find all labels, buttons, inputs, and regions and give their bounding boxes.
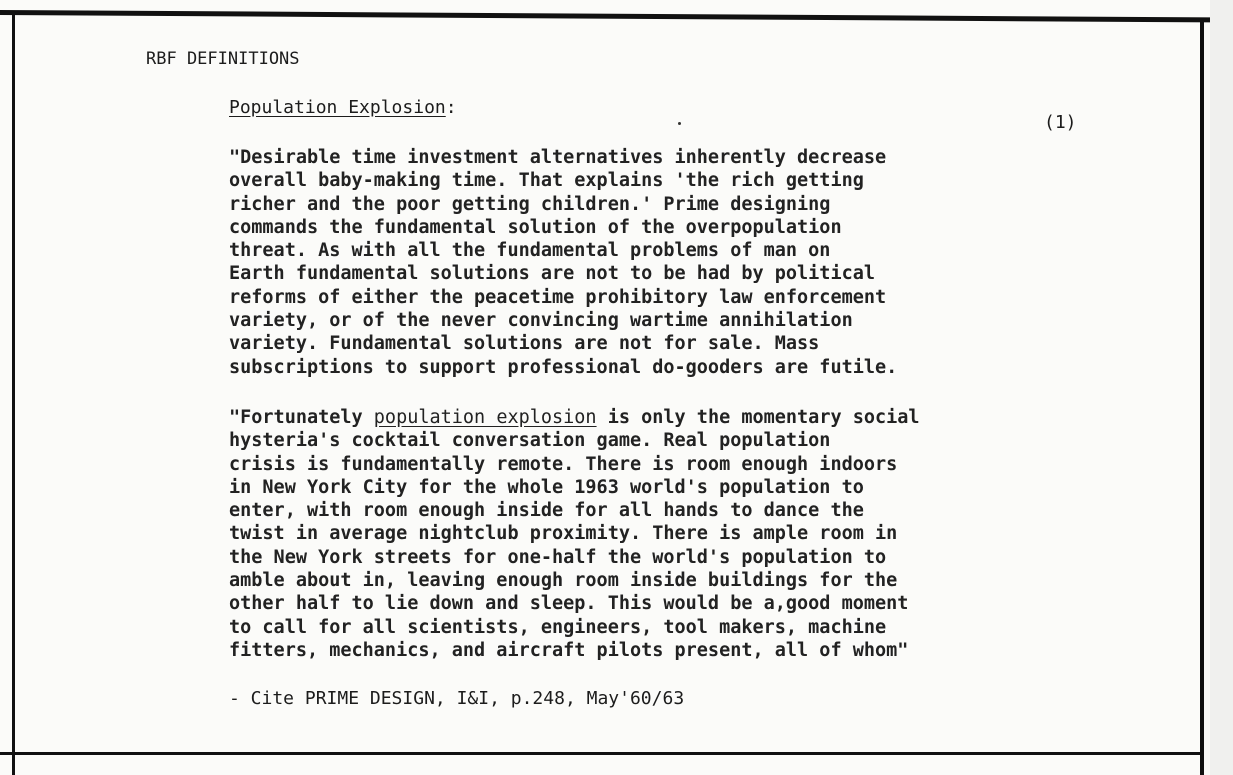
reference-number: (1)	[1044, 112, 1077, 133]
paragraph-line: twist in average nightclub proximity. There is ample room in	[229, 523, 898, 545]
paragraph-line: to call for all scientists, engineers, tool makers, machine	[229, 616, 887, 638]
paragraph-line: amble about in, leaving enough room inside buildings for the	[229, 570, 898, 592]
stray-mark	[678, 122, 681, 125]
paragraph-line: subscriptions to support professional do-gooders are futile.	[229, 356, 898, 378]
paragraph-line: "Desirable time investment alternatives inherently decrease	[229, 147, 887, 168]
top-border-line	[0, 10, 1212, 22]
citation: - Cite PRIME DESIGN, I&I, p.248, May'60/63	[229, 688, 685, 709]
paragraph-line: commands the fundamental solution of the overpopulation	[229, 216, 842, 238]
paragraph-line: hysteria's cocktail conversation game. Real population	[229, 430, 831, 452]
definition-term-text: Population Explosion	[229, 97, 446, 118]
definition-term-colon: :	[445, 97, 457, 118]
left-border-line	[12, 12, 15, 775]
paragraph-line: fitters, mechanics, and aircraft pilots present, all of whom"	[229, 639, 909, 661]
paragraph-line	[229, 406, 920, 429]
paragraph-line: richer and the poor getting children.' Prime designing	[229, 193, 831, 215]
page-margin	[1210, 0, 1233, 775]
line-prefix: "Fortunately	[229, 407, 374, 428]
paragraph-line: enter, with room enough inside for all hands to dance the	[229, 500, 864, 522]
paragraph-line: threat. As with all the fundamental problems of man on	[229, 240, 831, 262]
document-header: RBF DEFINITIONS	[146, 49, 300, 69]
paragraph-line: the New York streets for one-half the world's population to	[229, 546, 887, 568]
paragraph-2	[229, 406, 920, 662]
paragraph-line: other half to lie down and sleep. This would be a,good moment	[229, 593, 909, 615]
paragraph-line: Earth fundamental solutions are not to be had by political	[229, 263, 876, 285]
right-border-line	[1200, 22, 1204, 775]
definition-term	[229, 97, 457, 118]
paragraph-line: overall baby-making time. That explains 'the rich getting	[229, 170, 864, 192]
line-suffix: is only the momentary social	[596, 407, 920, 428]
paragraph-line: crisis is fundamentally remote. There is room enough indoors	[229, 453, 898, 475]
underlined-phrase: population explosion	[373, 407, 597, 428]
paragraph-line: in New York City for the whole 1963 world's population to	[229, 476, 864, 498]
paragraph-line: reforms of either the peacetime prohibitory law enforcement	[229, 286, 887, 308]
paragraph-line: variety, or of the never convincing wartime annihilation	[229, 310, 853, 332]
paragraph-1	[229, 146, 897, 379]
paragraph-line: variety. Fundamental solutions are not for sale. Mass	[229, 333, 820, 355]
bottom-border-line	[0, 752, 1204, 755]
